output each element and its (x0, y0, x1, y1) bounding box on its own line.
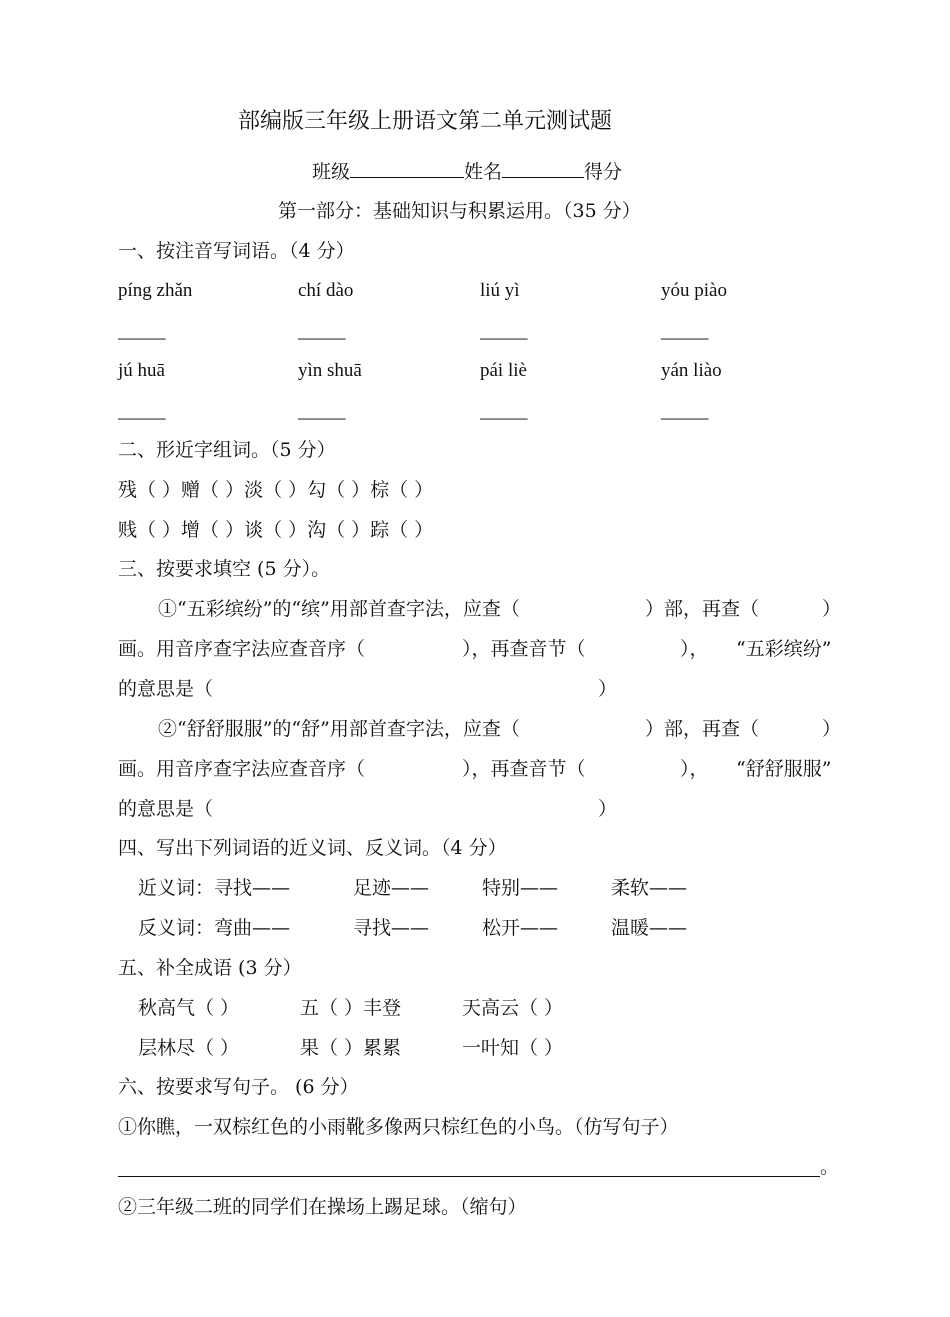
answer-blank[interactable]: _____ (118, 401, 166, 422)
q3-heading: 三、按要求填空 (5 分）。 (118, 558, 331, 580)
pinyin-4: yóu piào (661, 280, 727, 301)
q3-item1-line3-right: ） (598, 678, 618, 700)
antonym-item: 温暖—— (611, 917, 688, 939)
q3-item2-line3-right: ） (598, 798, 618, 820)
score-label: 得分 (584, 161, 623, 183)
q3-item1-line1-mid: ）部，再查（ (645, 598, 760, 620)
q5-heading: 五、补全成语 (3 分） (118, 957, 302, 979)
info-line (312, 159, 622, 184)
answer-blank[interactable]: _____ (298, 401, 346, 422)
q3-item2-line1-mid: ）部，再查（ (645, 718, 760, 740)
synonym-item: 特别—— (482, 877, 559, 899)
answer-line[interactable] (118, 1176, 820, 1177)
q3-item1-line1-right: ） (822, 598, 842, 620)
answer-blank[interactable]: _____ (480, 321, 528, 342)
q3-item2-line2-b: ），再查音节（ (462, 758, 586, 780)
q3-item1-line2-c: ）， (680, 638, 709, 660)
q3-item2-line2-d: “舒舒服服” (736, 758, 832, 780)
synonym-item: 柔软—— (611, 877, 688, 899)
idiom-item: 一叶知（ ） (462, 1037, 564, 1059)
q2-line-2: 贱（ ）增（ ）谈（ ）沟（ ）踪（ ） (118, 519, 434, 541)
pinyin-7: pái liè (480, 360, 527, 381)
answer-blank[interactable]: _____ (661, 321, 709, 342)
idiom-item: 五（ ）丰登 (300, 997, 402, 1019)
answer-blank[interactable]: _____ (661, 401, 709, 422)
name-label: 姓名 (464, 161, 503, 183)
part1-heading: 第一部分：基础知识与积累运用。（35 分） (278, 200, 641, 222)
name-blank[interactable] (502, 159, 584, 178)
q2-heading: 二、形近字组词。（5 分） (118, 439, 336, 461)
synonym-item: 足迹—— (353, 877, 430, 899)
pinyin-5: jú huā (118, 360, 165, 381)
q3-item1-line2-a: 画。用音序查字法应查音序（ (118, 638, 366, 660)
q3-item1-line2-b: ），再查音节（ (462, 638, 586, 660)
q3-item1-line2-d: “五彩缤纷” (736, 638, 832, 660)
q6-sentence-2: ②三年级二班的同学们在操场上踢足球。（缩句） (118, 1196, 527, 1218)
answer-line-end: 。 (820, 1156, 840, 1178)
class-label: 班级 (312, 161, 351, 183)
answer-blank[interactable]: _____ (298, 321, 346, 342)
answer-blank[interactable]: _____ (480, 401, 528, 422)
q6-sentence-1: ①你瞧，一双棕红色的小雨靴多像两只棕红色的小鸟。（仿写句子） (118, 1116, 679, 1138)
q3-item2-line2-a: 画。用音序查字法应查音序（ (118, 758, 366, 780)
pinyin-6: yìn shuā (298, 360, 362, 381)
idiom-item: 层林尽（ ） (138, 1037, 240, 1059)
pinyin-8: yán liào (661, 360, 722, 381)
q1-heading: 一、按注音写词语。（4 分） (118, 240, 355, 262)
antonym-item: 寻找—— (353, 917, 430, 939)
pinyin-1: píng zhǎn (118, 280, 193, 301)
page-title: 部编版三年级上册语文第二单元测试题 (238, 109, 613, 134)
class-blank[interactable] (350, 159, 464, 178)
q3-item1-line1-left: ①“五彩缤纷”的“缤”用部首查字法，应查（ (158, 598, 520, 620)
antonym-label: 反义词：弯曲—— (138, 917, 291, 939)
q6-heading: 六、按要求写句子。 (6 分） (118, 1076, 359, 1098)
idiom-item: 秋高气（ ） (138, 997, 240, 1019)
answer-blank[interactable]: _____ (118, 321, 166, 342)
pinyin-2: chí dào (298, 280, 354, 301)
q3-item2-line3-left: 的意思是（ (118, 798, 214, 820)
synonym-label: 近义词：寻找—— (138, 877, 291, 899)
antonym-item: 松开—— (482, 917, 559, 939)
q3-item2-line1-left: ②“舒舒服服”的“舒”用部首查字法，应查（ (158, 718, 520, 740)
q2-line-1: 残（ ）赠（ ）淡（ ）勾（ ）棕（ ） (118, 479, 434, 501)
q3-item2-line2-c: ）， (680, 758, 709, 780)
q3-item1-line3-left: 的意思是（ (118, 678, 214, 700)
idiom-item: 天高云（ ） (462, 997, 564, 1019)
q4-heading: 四、写出下列词语的近义词、反义词。（4 分） (118, 837, 507, 859)
pinyin-3: liú yì (480, 280, 520, 301)
idiom-item: 果（ ）累累 (300, 1037, 402, 1059)
q3-item2-line1-right: ） (822, 718, 842, 740)
